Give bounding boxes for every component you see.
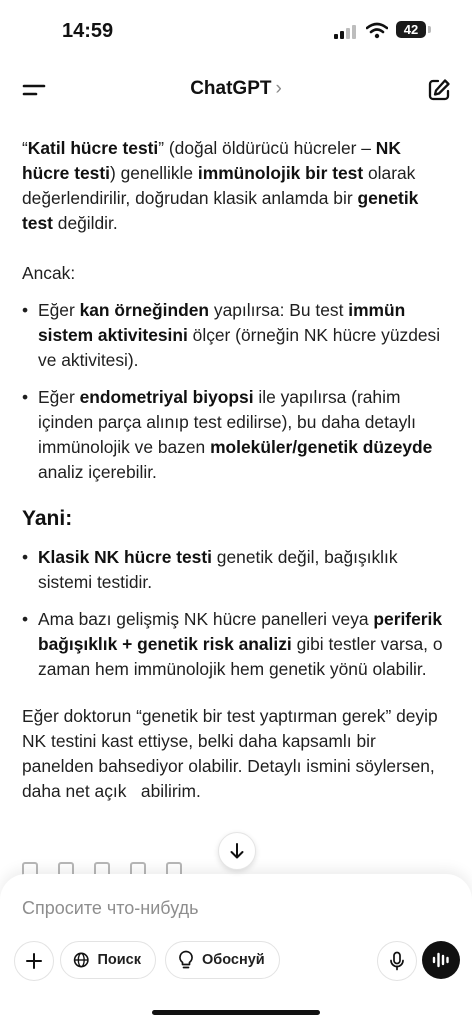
reason-label: Обоснуй xyxy=(202,952,265,968)
bold-text: Klasik NK hücre testi xyxy=(38,547,212,567)
add-button[interactable] xyxy=(14,941,54,981)
bold-text: immünolojik bir test xyxy=(197,163,364,183)
home-indicator xyxy=(152,1010,320,1015)
section-heading: Yani: xyxy=(22,507,73,530)
search-button[interactable] xyxy=(60,941,156,979)
voice-wave-icon xyxy=(431,951,451,969)
intro-paragraph xyxy=(22,136,452,236)
text: ile yapılırsa (rahim içinden parça alınıp test edilirse), bu daha detaylı immünolojik ve bazen xyxy=(38,387,416,457)
lightbulb-icon xyxy=(178,950,194,970)
composer xyxy=(0,874,472,1024)
assistant-message xyxy=(22,136,452,804)
text: ölçer (örneğin NK hücre yüzdesi ve aktivitesi). xyxy=(38,325,441,370)
globe-icon xyxy=(73,951,89,969)
list-item xyxy=(22,545,452,595)
bold-text: kan örneğinden xyxy=(79,300,210,320)
bold-text: NK hücre testi xyxy=(22,138,401,183)
list-item xyxy=(22,607,452,682)
reason-button[interactable] xyxy=(165,941,280,979)
bold-text: genetik test xyxy=(22,188,419,233)
mic-icon xyxy=(389,951,405,971)
bold-text: immün sistem aktivitesini xyxy=(38,300,406,345)
dictate-button[interactable] xyxy=(377,941,417,981)
list-item xyxy=(22,385,452,485)
arrow-down-icon xyxy=(229,842,245,860)
battery-icon: 42 xyxy=(396,21,426,38)
voice-mode-button[interactable] xyxy=(422,941,460,979)
ancak-paragraph: Ancak: xyxy=(22,263,76,283)
chevron-right-icon: › xyxy=(275,78,282,99)
battery-cap xyxy=(428,26,431,33)
status-time: 14:59 xyxy=(62,20,114,42)
text: gibi testler varsa, o zaman hem immünolojik hem genetik yönü olabilir. xyxy=(38,634,443,679)
list-item xyxy=(22,298,452,373)
bullet-list xyxy=(22,298,452,485)
text: değildir. xyxy=(52,213,118,233)
text: Eğer doktorun “genetik bir test yaptırman gerek” deyip NK testini kast ettiyse, belki daha kapsamlı bir panelden bahsediyor olabilir. Detaylı ismini söylersen, daha net açık xyxy=(22,706,438,801)
bold-text: moleküler/genetik düzeyde xyxy=(210,437,433,457)
text: “ xyxy=(22,138,28,158)
model-selector[interactable] xyxy=(0,78,472,100)
search-label: Поиск xyxy=(97,952,141,968)
text: yapılırsa: Bu test xyxy=(209,300,349,320)
text: ” (doğal öldürücü hücreler – xyxy=(158,138,376,158)
app-title: ChatGPT xyxy=(190,78,272,99)
text: Eğer xyxy=(38,300,80,320)
edit-icon[interactable] xyxy=(426,77,452,103)
bold-text: periferik bağışıklık + genetik risk analizi xyxy=(38,609,443,654)
text: analiz içerebilir. xyxy=(38,462,157,482)
text: olarak değerlendirilir, doğrudan klasik anlamda bir xyxy=(22,163,416,208)
bullet-list xyxy=(22,545,452,682)
text: Ama bazı gelişmiş NK hücre panelleri veya xyxy=(38,609,374,629)
text: genetik değil, bağışıklık sistemi testidir. xyxy=(38,547,398,592)
plus-icon xyxy=(25,952,43,970)
text: Eğer xyxy=(38,387,80,407)
text: ) genellikle xyxy=(109,163,198,183)
bold-text: Katil hücre testi xyxy=(27,138,159,158)
bold-text: endometriyal biyopsi xyxy=(79,387,254,407)
wifi-icon xyxy=(366,22,388,39)
text: abilirim. xyxy=(140,781,201,801)
scroll-down-button[interactable] xyxy=(218,832,256,870)
top-bar xyxy=(0,62,472,118)
status-bar xyxy=(0,0,472,62)
signal-icon xyxy=(334,25,360,39)
closing-paragraph xyxy=(22,704,452,804)
prompt-input[interactable]: Спросите что-нибудь xyxy=(22,898,199,918)
